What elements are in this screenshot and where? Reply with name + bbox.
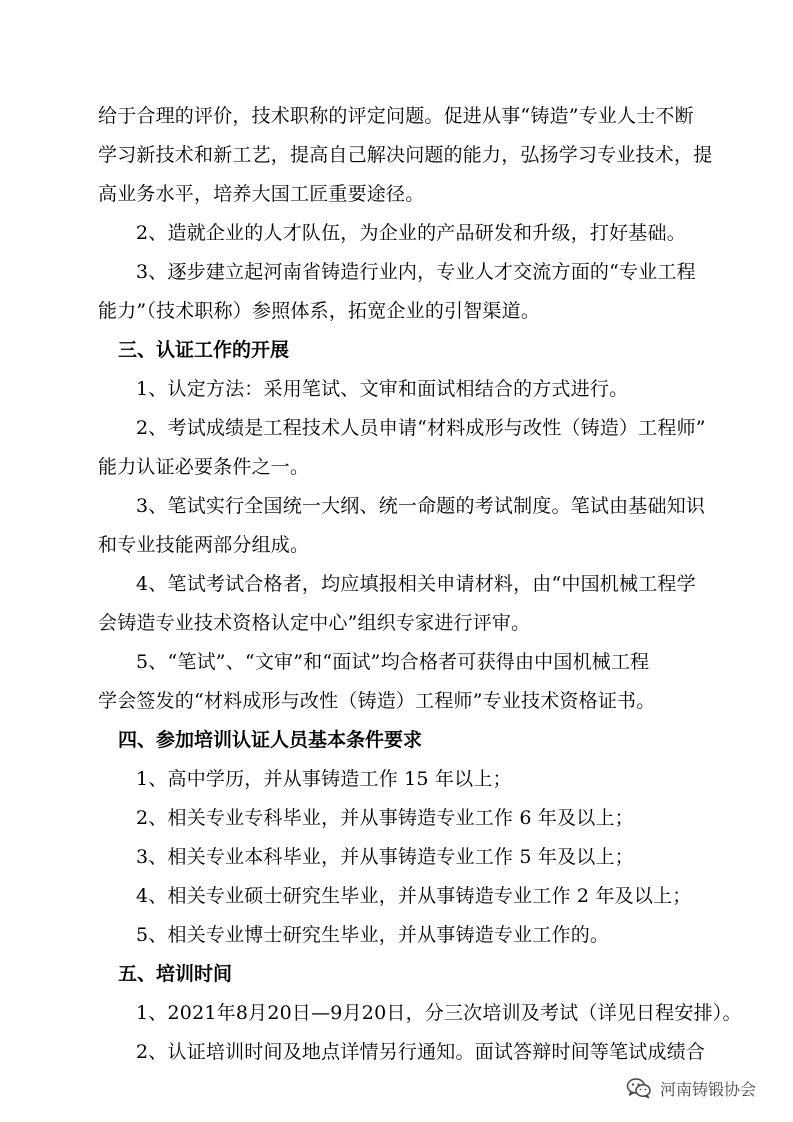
paragraph-line: 2、相关专业专科毕业，并从事铸造专业工作 6 年及以上； — [136, 807, 634, 829]
section-heading: 五、培训时间 — [118, 963, 233, 985]
paragraph-line: 5、“笔试”、“文审”和“面试”均合格者可获得由中国机械工程 — [136, 651, 650, 673]
paragraph-line: 4、相关专业硕士研究生毕业，并从事铸造专业工作 2 年及以上； — [136, 885, 692, 907]
paragraph-line: 1、高中学历，并从事铸造工作 15 年以上； — [136, 768, 512, 790]
paragraph-line: 5、相关专业博士研究生毕业，并从事铸造专业工作的。 — [136, 924, 610, 946]
section-heading: 四、参加培训认证人员基本条件要求 — [118, 729, 423, 751]
paragraph-line: 3、相关专业本科毕业，并从事铸造专业工作 5 年及以上； — [136, 846, 634, 868]
paragraph-line: 高业务水平，培养大国工匠重要途径。 — [98, 183, 425, 205]
paragraph-line: 2、认证培训时间及地点详情另行通知。面试答辩时间等笔试成绩合 — [136, 1041, 706, 1063]
paragraph-line: 学会签发的“材料成形与改性（铸造）工程师”专业技术资格证书。 — [98, 690, 656, 712]
paragraph-line: 能力认证必要条件之一。 — [98, 456, 310, 478]
paragraph-line: 4、笔试考试合格者，均应填报相关申请材料，由“中国机械工程学 — [136, 573, 696, 595]
paragraph-line: 1、认定方法：采用笔试、文审和面试相结合的方式进行。 — [136, 378, 629, 400]
paragraph-line: 能力”（技术职称）参照体系，拓宽企业的引智渠道。 — [98, 300, 541, 322]
paragraph-line: 2、考试成绩是工程技术人员申请“材料成形与改性（铸造）工程师” — [136, 417, 706, 439]
paragraph-line: 1、2021年8月20日—9月20日，分三次培训及考试（详见日程安排）。 — [136, 1002, 742, 1024]
watermark — [626, 1074, 756, 1102]
section-heading: 三、认证工作的开展 — [118, 339, 290, 361]
paragraph-line: 3、笔试实行全国统一大纲、统一命题的考试制度。笔试由基础知识 — [136, 495, 706, 517]
watermark-text: 河南铸锻协会 — [660, 1079, 757, 1099]
paragraph-line: 学习新技术和新工艺，提高自己解决问题的能力，弘扬学习专业技术，提 — [98, 144, 713, 166]
paragraph-line: 2、造就企业的人才队伍，为企业的产品研发和升级，打好基础。 — [136, 222, 686, 244]
wechat-icon — [626, 1077, 652, 1099]
paragraph-line: 给于合理的评价，技术职称的评定问题。促进从事“铸造”专业人士不断 — [98, 105, 694, 127]
paragraph-line: 和专业技能两部分组成。 — [98, 534, 310, 556]
paragraph-line: 会铸造专业技术资格认定中心”组织专家进行评审。 — [98, 612, 531, 634]
paragraph-line: 3、逐步建立起河南省铸造行业内，专业人才交流方面的“专业工程 — [136, 261, 696, 283]
